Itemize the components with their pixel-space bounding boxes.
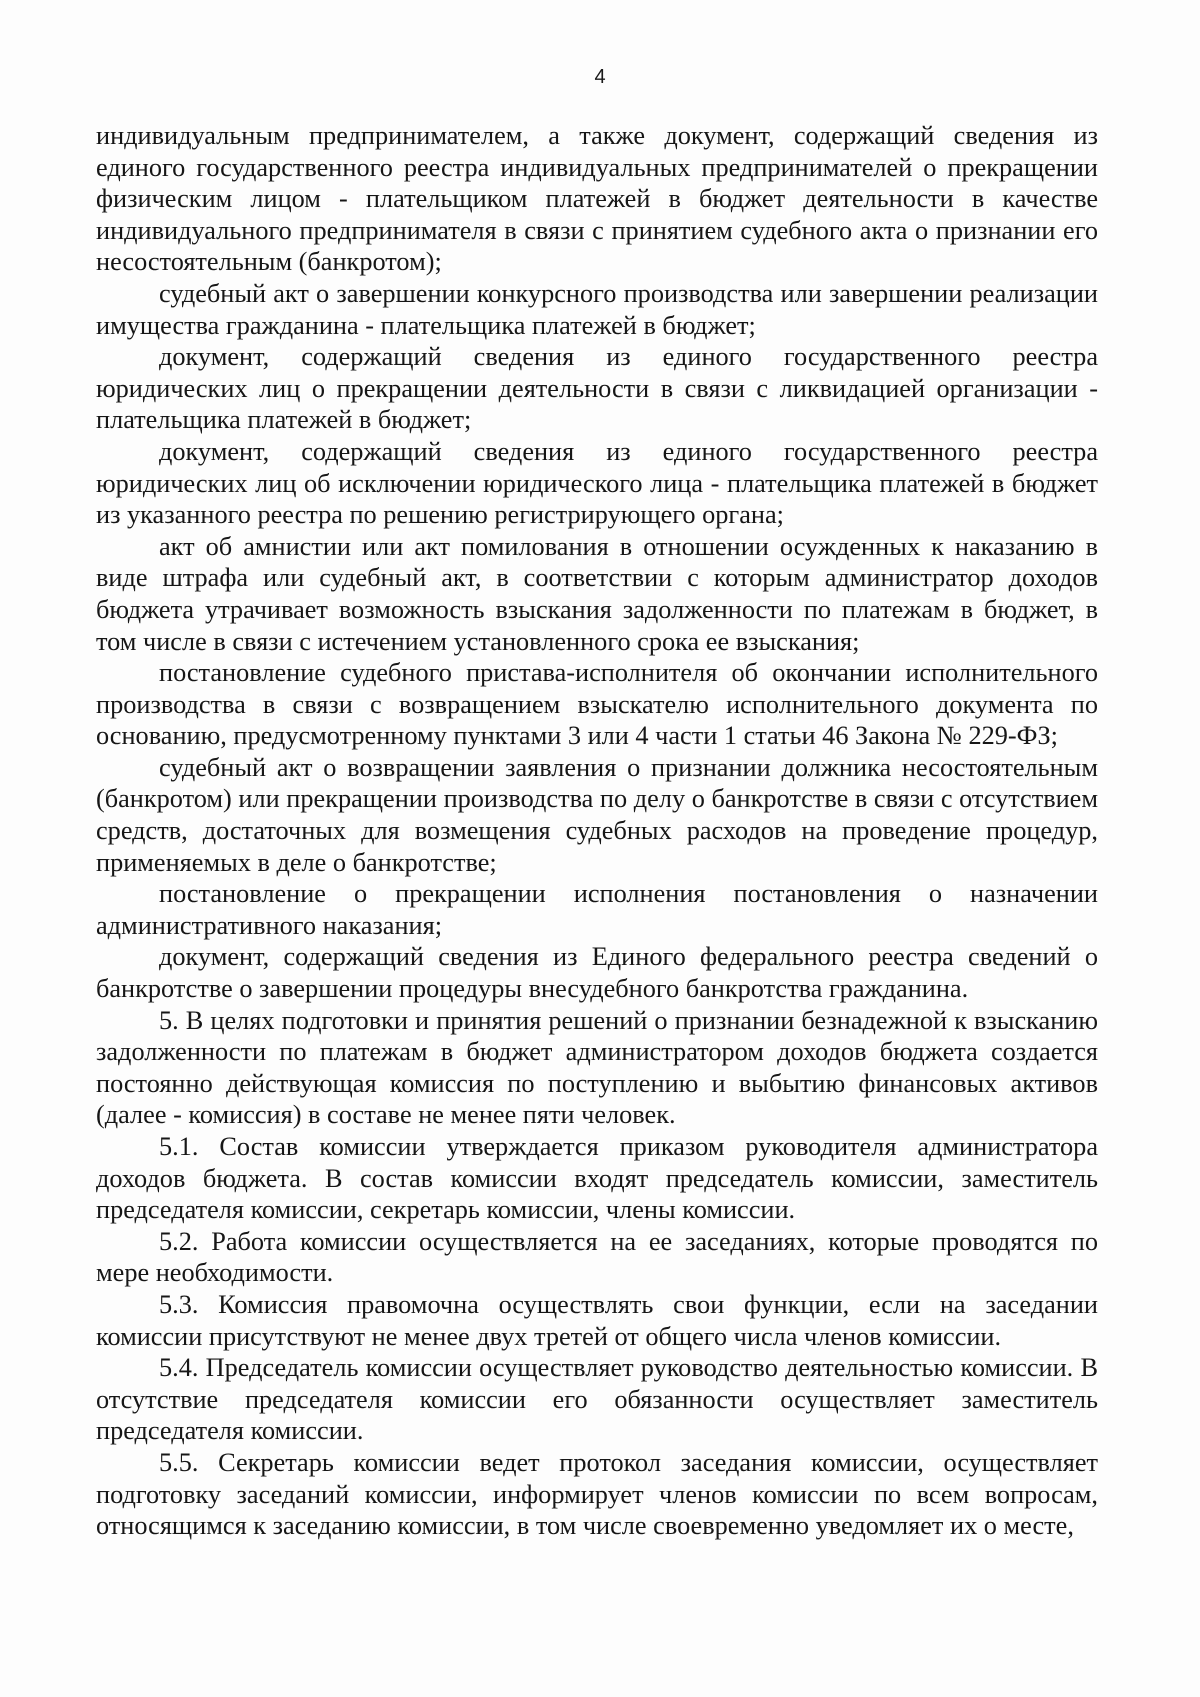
paragraph: постановление о прекращении исполнения постановления о назначении административного наказания; <box>96 879 1098 940</box>
paragraph: акт об амнистии или акт помилования в отношении осужденных к наказанию в виде штрафа или судебный акт, в соответствии с которым администратор доходов бюджета утрачивает возможность взыскания задолженности по платежам в бюджет, в том числе в связи с истечением установленного срока ее взыскания; <box>96 531 1098 656</box>
paragraph-continuation: индивидуальным предпринимателем, а также документ, содержащий сведения из единого государственного реестра индивидуальных предпринимателей о прекращении физическим лицом - плательщиком платежей в бюджет деятельности в качестве индивидуального предпринимателя в связи с принятием судебного акта о признании его несостоятельным (банкротом); <box>96 121 1098 277</box>
section-paragraph-5-3: 5.3. Комиссия правомочна осуществлять свои функции, если на заседании комиссии присутствуют не менее двух третей от общего числа членов комиссии. <box>96 1289 1098 1351</box>
paragraph: судебный акт о возвращении заявления о признании должника несостоятельным (банкротом) или прекращении производства по делу о банкротстве в связи с отсутствием средств, достаточных для возмещения судебных расходов на проведение процедур, применяемых в деле о банкротстве; <box>96 752 1098 877</box>
section-paragraph-5-5: 5.5. Секретарь комиссии ведет протокол заседания комиссии, осуществляет подготовку заседаний комиссии, информирует членов комиссии по всем вопросам, относящимся к заседанию комиссии, в том числе своевременно уведомляет их о месте, <box>96 1447 1098 1541</box>
paragraph: документ, содержащий сведения из Единого федерального реестра сведений о банкротстве о завершении процедуры внесудебного банкротства гражданина. <box>96 942 1098 1004</box>
section-paragraph-5-1: 5.1. Состав комиссии утверждается приказом руководителя администратора доходов бюджета. В состав комиссии входят председатель комиссии, заместитель председателя комиссии, секретарь комиссии, члены комиссии. <box>96 1132 1098 1225</box>
section-paragraph-5-2: 5.2. Работа комиссии осуществляется на ее заседаниях, которые проводятся по мере необходимости. <box>96 1226 1098 1288</box>
page-number: 4 <box>594 66 606 88</box>
paragraph: документ, содержащий сведения из единого государственного реестра юридических лиц о прекращении деятельности в связи с ликвидацией организации - плательщика платежей в бюджет; <box>96 342 1098 435</box>
section-paragraph-5: 5. В целях подготовки и принятия решений о признании безнадежной к взысканию задолженности по платежам в бюджет администратором доходов бюджета создается постоянно действующая комиссия по поступлению и выбытию финансовых активов (далее - комиссия) в составе не менее пяти человек. <box>96 1005 1098 1130</box>
paragraph: документ, содержащий сведения из единого государственного реестра юридических лиц об исключении юридического лица - плательщика платежей в бюджет из указанного реестра по решению регистрирующего органа; <box>96 436 1098 530</box>
section-paragraph-5-4: 5.4. Председатель комиссии осуществляет руководство деятельностью комиссии. В отсутствие председателя комиссии его обязанности осуществляет заместитель председателя комиссии. <box>96 1353 1098 1446</box>
paragraph: судебный акт о завершении конкурсного производства или завершении реализации имущества гражданина - плательщика платежей в бюджет; <box>96 278 1098 340</box>
paragraph: постановление судебного пристава-исполнителя об окончании исполнительного производства в связи с возвращением взыскателю исполнительного документа по основанию, предусмотренному пунктами 3 или 4 части 1 статьи 46 Закона № 229-ФЗ; <box>96 658 1098 751</box>
document-body <box>96 120 1098 1542</box>
